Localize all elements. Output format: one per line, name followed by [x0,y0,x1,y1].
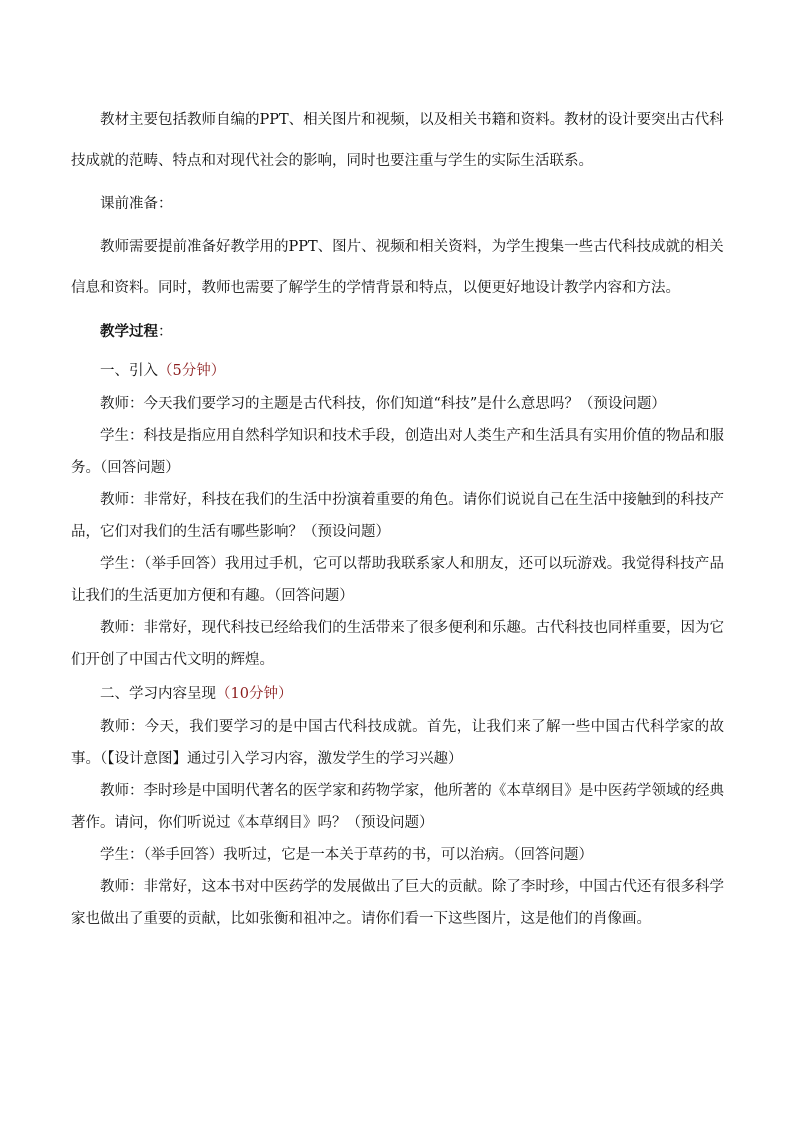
prep-heading: 课前准备： [100,196,173,212]
dialogue-line: 教师：今天，我们要学习的是中国古代科技成就。首先，让我们来了解一些中国古代科学家的故事。（【设计意图】通过引入学习内容，激发学生的学习兴趣） [71,719,724,767]
section2-title [71,677,724,711]
dialogue-line: 学生：（举手回答）我听过，它是一本关于草药的书，可以治病。（回答问题） [100,847,593,863]
dialogue-line: 学生：科技是指应用自然科学知识和技术手段，创造出对人类生产和生活具有实用价值的物品和服务。（回答问题） [71,428,724,476]
dialogue-line: 教师：非常好，现代科技已经给我们的生活带来了很多便利和乐趣。古代科技也同样重要，因为它们开创了中国古代文明的辉煌。 [71,620,724,668]
process-heading [71,311,724,353]
section1-time: （5分钟） [158,363,226,379]
process-heading-text: 教学过程 [100,323,158,340]
dialogue-line: 教师：李时珍是中国明代著名的医学家和药物学家，他所著的《本草纲目》是中医药学领域的经典著作。请问，你们听说过《本草纲目》吗？（预设问题） [71,783,724,831]
section-intro [71,354,724,935]
section1-title-text: 一、引入 [100,363,158,379]
dialogue-line: 教师：今天我们要学习的主题是古代科技，你们知道“科技”是什么意思吗？（预设问题） [100,396,666,412]
dialogue-line: 教师：非常好，这本书对中医药学的发展做出了巨大的贡献。除了李时珍，中国古代还有很多科学家也做出了重要的贡献，比如张衡和祖冲之。请你们看一下这些图片，这是他们的肖像画。 [71,879,724,927]
dialogue-line: 学生：（举手回答）我用过手机，它可以帮助我联系家人和朋友，还可以玩游戏。我觉得科技产品让我们的生活更加方便和有趣。（回答问题） [71,556,724,604]
process-heading-colon: ： [158,324,173,340]
section2-title-text: 二、学习内容呈现 [100,686,216,702]
section2-time: （10分钟） [216,686,293,702]
prep-paragraph: 教师需要提前准备好教学用的PPT、图片、视频和相关资料，为学生搜集一些古代科技成就的相关信息和资料。同时，教师也需要了解学生的学情背景和特点，以便更好地设计教学内容和方法。 [71,239,724,296]
materials-paragraph: 教材主要包括教师自编的PPT、相关图片和视频，以及相关书籍和资料。教材的设计要突出古代科技成就的范畴、特点和对现代社会的影响，同时也要注重与学生的实际生活联系。 [71,112,724,169]
dialogue-line: 教师：非常好，科技在我们的生活中扮演着重要的角色。请你们说说自己在生活中接触到的科技产品，它们对我们的生活有哪些影响？（预设问题） [71,492,724,540]
intro-section [71,100,724,353]
section1-title [71,354,724,388]
